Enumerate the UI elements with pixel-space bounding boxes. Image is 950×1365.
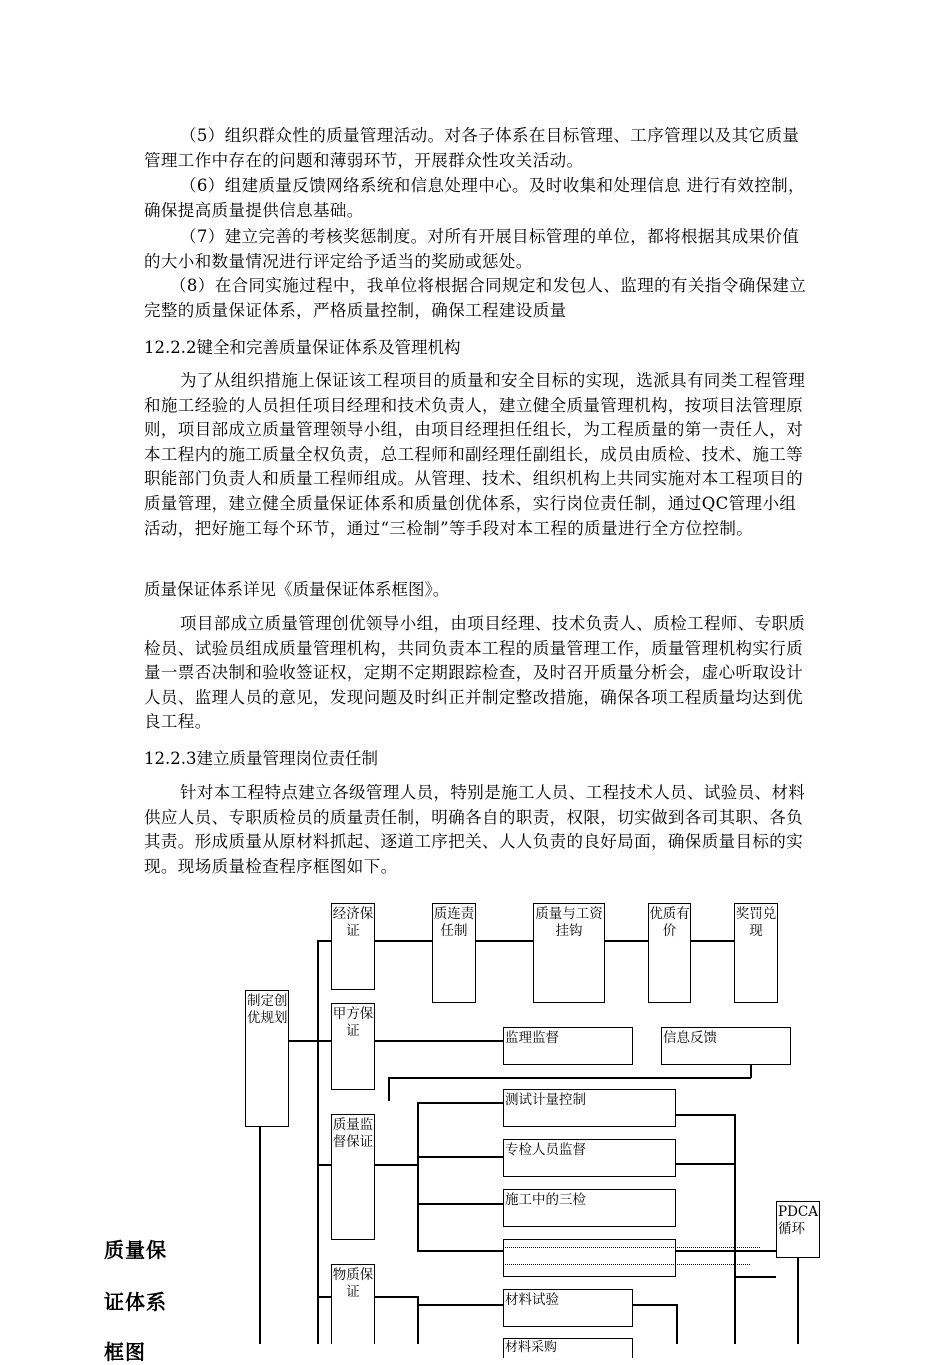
right-material-test <box>632 1304 676 1306</box>
branch-measure <box>417 1102 503 1104</box>
paragraph-7: （7）建立完善的考核奖惩制度。对所有开展目标管理的单位，都将根据其成果价值的大小和数量情况进行评定给予适当的奖励或惩处。 <box>144 227 800 271</box>
section-heading-12-2-3: 12.2.3建立质量管理岗位责任制 <box>144 749 378 768</box>
branch-three-check <box>417 1203 503 1205</box>
quality-branch-vertical <box>417 1102 419 1250</box>
connector-plan <box>289 1040 317 1042</box>
link-owner-supervision <box>375 1040 503 1042</box>
box-inspector: 专检人员监督 <box>503 1139 676 1177</box>
box-supervision: 监理监督 <box>503 1027 633 1065</box>
paragraph-6: （6）组建质量反馈网络系统和信息处理中心。及时收集和处理信息 进行有效控制，确保提高质量提供信息基础。 <box>144 176 805 220</box>
main-vertical-connector <box>317 940 319 1344</box>
link-wage-price <box>604 940 648 942</box>
link-resp-wage <box>475 940 533 942</box>
box-owner: 甲方保证 <box>331 1003 375 1090</box>
section-heading-12-2-2: 12.2.2键全和完善质量保证体系及管理机构 <box>144 338 461 357</box>
dotted-line-1 <box>505 1247 760 1248</box>
diagram-side-label-2: 证体系 <box>104 1290 167 1314</box>
feedback-to-quality <box>388 1077 390 1101</box>
right-material-vertical <box>676 1304 678 1344</box>
link-econ-resp <box>375 940 432 942</box>
box-measure: 测试计量控制 <box>503 1089 676 1127</box>
box-three-check: 施工中的三检 <box>503 1189 676 1227</box>
right-measure <box>676 1114 734 1116</box>
paragraph-8: （8）在合同实施过程中，我单位将根据合同规定和发包人、监理的有关指令确保建立完整的质量保证体系，严格质量控制，确保工程建设质量 <box>144 276 807 320</box>
box-price: 优质有价 <box>648 903 691 1003</box>
box-blank <box>503 1239 676 1277</box>
branch-dotted <box>417 1250 503 1252</box>
diagram-side-label-1: 质量保 <box>104 1238 167 1262</box>
box-wage: 质量与工资挂钩 <box>533 903 605 1003</box>
box-pdca: PDCA循环 <box>776 1201 820 1258</box>
link-to-pdca <box>734 1276 776 1278</box>
box-plan: 制定创优规划 <box>245 990 289 1127</box>
feedback-down <box>750 1064 752 1078</box>
box-feedback: 信息反馈 <box>661 1027 791 1065</box>
box-quality-supervision: 质量监督保证 <box>331 1114 375 1240</box>
feedback-return <box>388 1077 751 1079</box>
connector-quality <box>317 1164 331 1166</box>
body-paragraph-2: 质量保证体系详见《质量保证体系框图》。 <box>144 580 450 599</box>
pdca-down <box>797 1258 799 1344</box>
body-paragraph-4: 针对本工程特点建立各级管理人员，特别是施工人员、工程技术人员、试验员、材料供应人员、专职质检员的质量责任制，明确各自的职责，权限，切实做到各司其职、各负其责。形成质量从原材料抓起、逐道工序把关、人人负责的良好局面，确保质量目标的实现。现场质量检查程序框图如下。 <box>144 783 806 876</box>
right-vertical <box>734 1114 736 1344</box>
connector-econ <box>317 940 331 942</box>
right-inspector <box>676 1163 734 1165</box>
dotted-line-2 <box>505 1264 750 1265</box>
link-price-reward <box>690 940 734 942</box>
box-resp: 质连责任制 <box>432 903 476 1003</box>
box-material-guarantee: 物质保证 <box>331 1264 375 1344</box>
plan-down-connector <box>259 1126 261 1344</box>
link-quality-branch <box>375 1164 417 1166</box>
body-paragraph-1: 为了从组织措施上保证该工程项目的质量和安全目标的实现，选派具有同类工程管理和施工经验的人员担任项目经理和技术负责人，建立健全质量管理机构，按项目法管理原则，项目部成立质量管理领导小组，由项目经理担任组长，为工程质量的第一责任人，对本工程内的施工质量全权负责，总工程师和副经理任副组长，成员由质检、技术、施工等职能部门负责人和质量工程师组成。从管理、技术、组织机构上共同实施对本工程项目的质量管理，建立健全质量保证体系和质量创优体系，实行岗位责任制，通过QC管理小组活动，把好施工每个环节，通过“三检制”等手段对本工程的质量进行全方位控制。 <box>144 371 806 538</box>
paragraph-5: （5）组织群众性的质量管理活动。对各子体系在目标管理、工序管理以及其它质量管理工作中存在的问题和薄弱环节，开展群众性攻关活动。 <box>144 126 800 170</box>
box-material-test: 材料试验 <box>503 1289 633 1327</box>
branch-material-test <box>417 1304 503 1306</box>
body-paragraph-3: 项目部成立质量管理创优领导小组，由项目经理、技术负责人、质检工程师、专职质检员、试验员组成质量管理机构，共同负责本工程的质量管理工作，质量管理机构实行质量一票否决制和验收签证权，定期不定期跟踪检查，及时召开质量分析会，虚心听取设计人员、监理人员的意见，发现问题及时纠正并制定整改措施，确保各项工程质量均达到优良工程。 <box>144 614 806 732</box>
box-material-selection: 材料采购 <box>503 1338 633 1358</box>
link-material-branch <box>375 1296 417 1298</box>
box-econ: 经济保证 <box>331 903 375 990</box>
connector-material <box>317 1296 331 1298</box>
dotted-row-line <box>676 1250 776 1252</box>
branch-inspector <box>417 1156 503 1158</box>
box-reward: 奖罚兑现 <box>734 903 778 1003</box>
connector-owner <box>317 1040 331 1042</box>
diagram-side-label-3: 框图 <box>104 1340 146 1364</box>
